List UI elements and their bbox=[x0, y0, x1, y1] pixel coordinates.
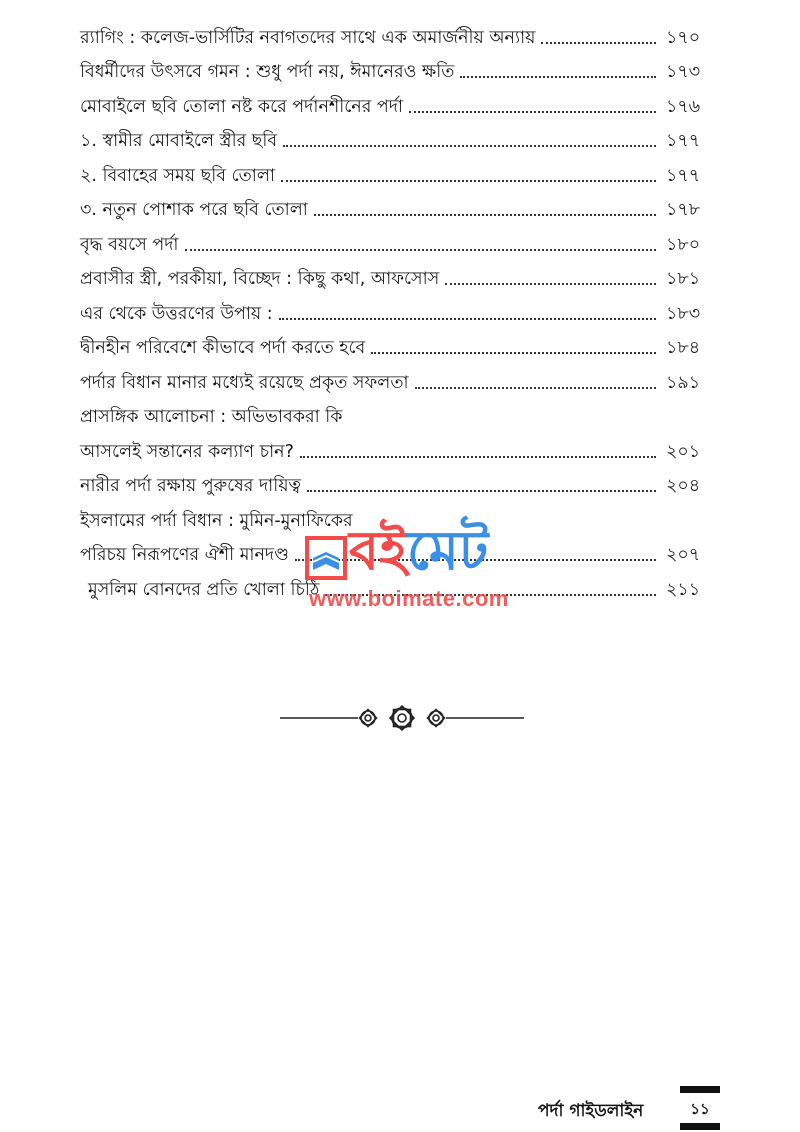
toc-entry-title: ১. স্বামীর মোবাইলে স্ত্রীর ছবি bbox=[80, 130, 281, 152]
toc-entry[interactable] bbox=[80, 463, 712, 498]
dot-leader bbox=[371, 351, 656, 354]
watermark-url: www.boimate.com bbox=[309, 586, 509, 611]
toc-entry-title: র‌্যাগিং : কলেজ-ভার্সিটির নবাগতদের সাথে এক অমার্জনীয় অন্যায় bbox=[80, 27, 539, 49]
dot-leader bbox=[325, 593, 656, 596]
toc-entry-page: ১৭৬ bbox=[666, 96, 701, 117]
toc-entry-title: দ্বীনহীন পরিবেশে কীভাবে পর্দা করতে হবে bbox=[80, 337, 369, 359]
toc-entry-title: ৩. নতুন পোশাক পরে ছবি তোলা bbox=[80, 199, 312, 221]
toc-entry-title: প্রাসঙ্গিক আলোচনা : অভিভাবকরা কি bbox=[80, 406, 346, 428]
toc-entry[interactable] bbox=[80, 325, 712, 360]
toc-entry-title: প্রবাসীর স্ত্রী, পরকীয়া, বিচ্ছেদ : কিছু কথা, আফসোস bbox=[80, 268, 443, 290]
toc-entry-page: ২০৭ bbox=[666, 545, 701, 565]
toc-entry-page: ১৭৭ bbox=[666, 165, 701, 186]
toc-entry-page: ২১১ bbox=[666, 579, 701, 600]
toc-entry-title: ২. বিবাহের সময় ছবি তোলা bbox=[80, 165, 279, 187]
toc-entry-page: ১৭৮ bbox=[666, 200, 701, 220]
toc-entry-page: ১৭৩ bbox=[666, 62, 701, 82]
dot-leader bbox=[185, 248, 657, 251]
toc-entry-page: ১৮৩ bbox=[666, 303, 701, 324]
toc-entry-title: বিধর্মীদের উৎসবে গমন : শুধু পর্দা নয়, ঈমানেরও ক্ষতি bbox=[80, 61, 458, 83]
toc-entry[interactable] bbox=[80, 14, 712, 49]
page-number-box bbox=[680, 1086, 720, 1130]
toc-entry[interactable] bbox=[80, 83, 712, 118]
toc-entry-title: পরিচয় নিরূপণের ঐশী মানদণ্ড bbox=[80, 544, 293, 566]
toc-entry-title: ইসলামের পর্দা বিধান : মুমিন-মুনাফিকের bbox=[80, 510, 357, 532]
toc-entry[interactable] bbox=[80, 187, 712, 222]
page-footer bbox=[538, 1086, 718, 1130]
toc-entry-title: মোবাইলে ছবি তোলা নষ্ট করে পর্দানশীনের পর্দা bbox=[80, 96, 407, 118]
dot-leader bbox=[281, 179, 656, 182]
watermark-logo-text: বইমেট bbox=[349, 519, 489, 582]
toc-entry-page: ২০৪ bbox=[666, 476, 701, 496]
dot-leader bbox=[409, 110, 656, 113]
toc-entry-page: ১৮১ bbox=[666, 269, 701, 289]
toc-entry[interactable] bbox=[80, 290, 712, 325]
dot-leader bbox=[541, 41, 656, 44]
toc-entry-title: পর্দার বিধান মানার মধ্যেই রয়েছে প্রকৃত সফলতা bbox=[80, 372, 413, 394]
toc-entry-page: ১৮৪ bbox=[666, 338, 701, 358]
toc-entry[interactable] bbox=[80, 221, 712, 256]
toc-entry-first-line[interactable] bbox=[80, 394, 712, 429]
toc-entry-page: ২০১ bbox=[666, 441, 701, 462]
toc-entry-title: এর থেকে উত্তরণের উপায় : bbox=[80, 303, 277, 325]
dot-leader bbox=[279, 317, 656, 320]
dot-leader bbox=[314, 213, 656, 216]
toc-entry-page: ১৯১ bbox=[666, 372, 701, 393]
toc-entry-title: আসলেই সন্তানের কল্যাণ চান? bbox=[80, 441, 298, 463]
dot-leader bbox=[460, 75, 656, 78]
toc-entry[interactable] bbox=[80, 49, 712, 84]
dot-leader bbox=[445, 282, 656, 285]
toc-entry-continuation[interactable] bbox=[80, 428, 712, 463]
page-number-top-bar bbox=[680, 1086, 720, 1093]
dot-leader bbox=[283, 144, 656, 147]
dot-leader bbox=[300, 455, 656, 458]
toc-entry-title: নারীর পর্দা রক্ষায় পুরুষের দায়িত্ব bbox=[80, 475, 305, 497]
toc-entry[interactable] bbox=[80, 256, 712, 291]
toc-entry-page: ১৮০ bbox=[666, 234, 701, 255]
toc-entry[interactable] bbox=[80, 118, 712, 153]
toc-entry[interactable] bbox=[80, 359, 712, 394]
running-book-title: পর্দা গাইডলাইন bbox=[538, 1101, 644, 1121]
rosette-divider-icon bbox=[280, 703, 524, 733]
toc-entry-title: বৃদ্ধ বয়সে পর্দা bbox=[80, 234, 183, 256]
dot-leader bbox=[295, 558, 656, 561]
page-number-bottom-bar bbox=[680, 1123, 720, 1130]
toc-entry[interactable] bbox=[80, 152, 712, 187]
toc-entry-page: ১৭৭ bbox=[666, 131, 701, 151]
toc-entry-page: ১৭০ bbox=[666, 27, 701, 48]
page-number: ১১ bbox=[690, 1100, 710, 1118]
toc-entry[interactable] bbox=[80, 566, 712, 601]
dot-leader bbox=[415, 386, 656, 389]
toc-entry-first-line[interactable] bbox=[80, 497, 712, 532]
toc-entry-title: মুসলিম বোনদের প্রতি খোলা চিঠি bbox=[80, 579, 323, 601]
table-of-contents bbox=[80, 14, 712, 601]
dot-leader bbox=[307, 489, 656, 492]
toc-entry-continuation[interactable] bbox=[80, 532, 712, 567]
